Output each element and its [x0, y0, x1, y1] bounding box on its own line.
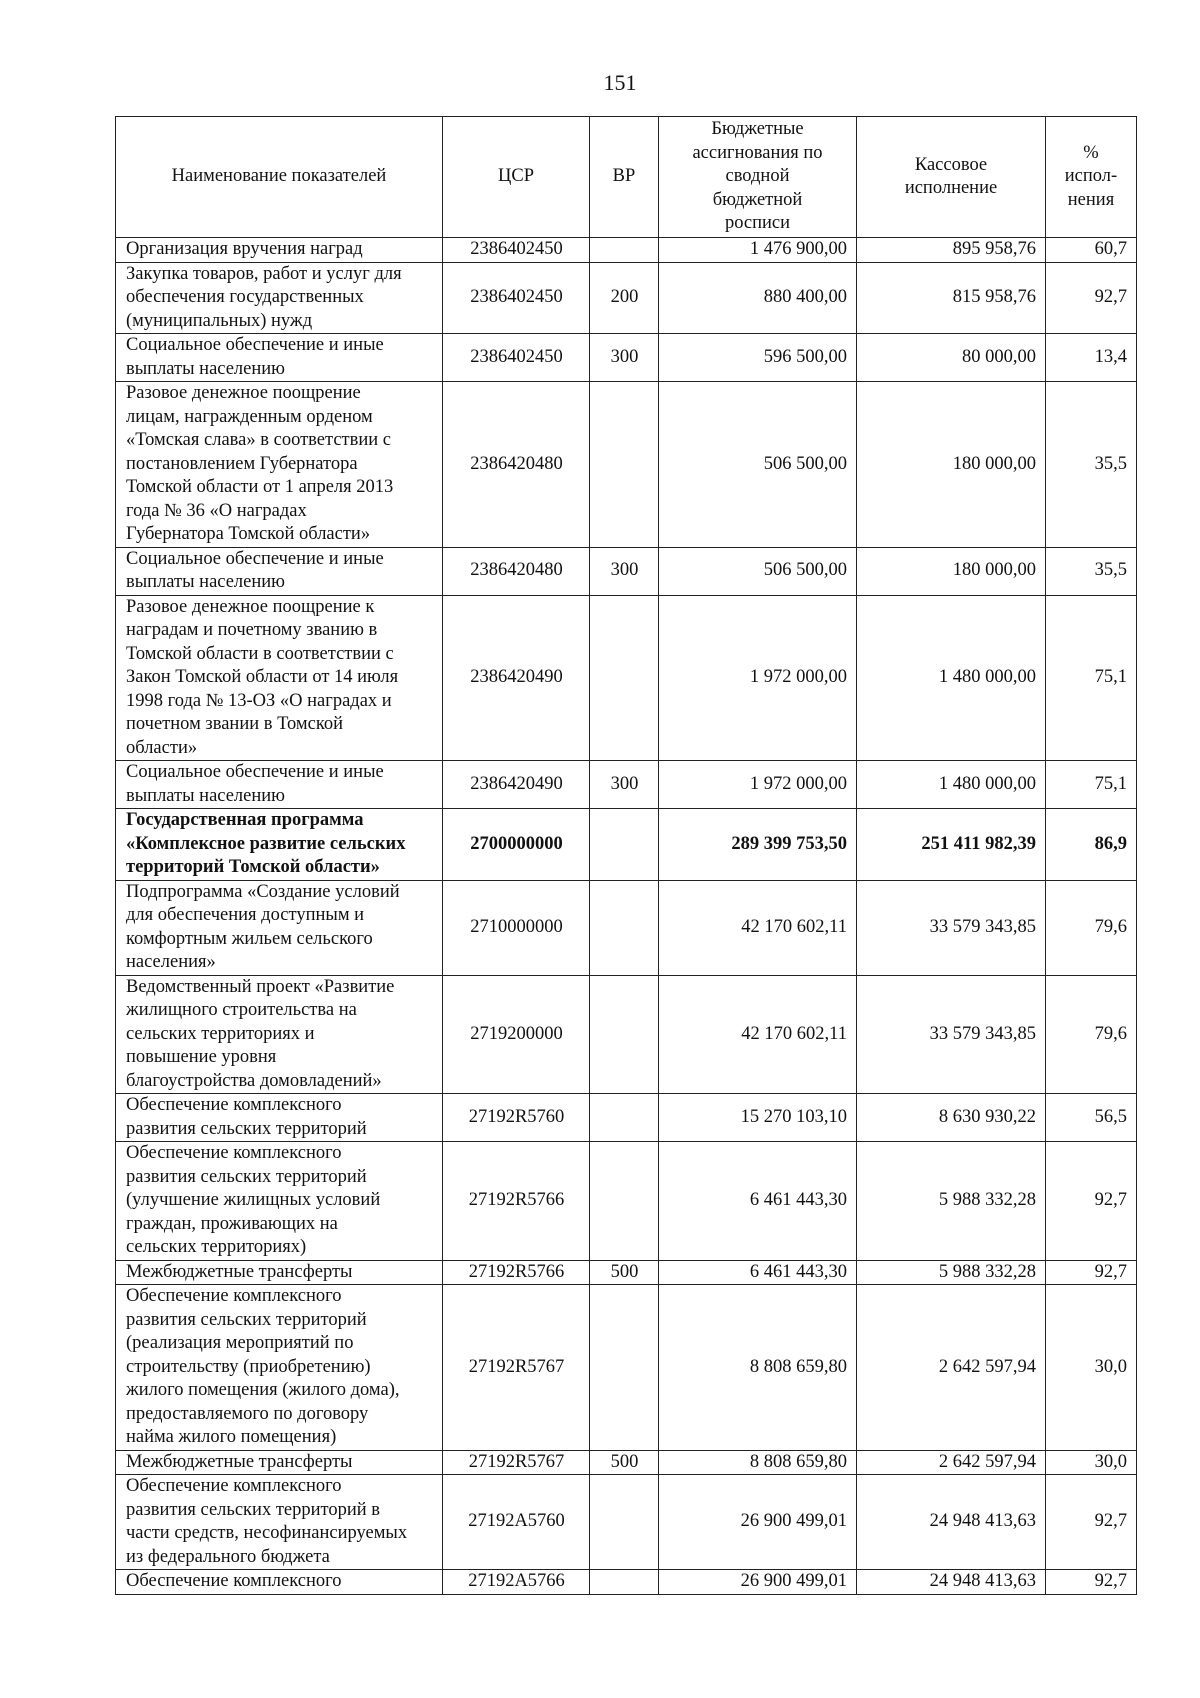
row-cash-cell: 251 411 982,39 [857, 809, 1046, 881]
row-name-line: «Комплексное развитие сельских [126, 833, 406, 854]
row-name-line: почетном звании в Томской [126, 714, 344, 734]
row-csr-cell: 27192R5766 [443, 1142, 590, 1261]
row-budget-cell: 1 972 000,00 [659, 761, 857, 809]
row-percent-cell: 35,5 [1046, 382, 1137, 548]
row-name-line: развития сельских территорий в [126, 1499, 381, 1520]
row-budget-cell: 8 808 659,80 [659, 1285, 857, 1451]
row-name-cell [116, 1260, 443, 1285]
row-budget-cell: 8 808 659,80 [659, 1450, 857, 1475]
table-row [116, 595, 1137, 761]
row-name-cell [116, 334, 443, 382]
row-percent-cell: 75,1 [1046, 595, 1137, 761]
table-row [116, 238, 1137, 263]
row-percent-cell: 35,5 [1046, 547, 1137, 595]
row-name-cell [116, 761, 443, 809]
table-row [116, 1475, 1137, 1570]
row-budget-cell: 15 270 103,10 [659, 1094, 857, 1142]
table-row [116, 547, 1137, 595]
row-csr-cell: 27192R5767 [443, 1285, 590, 1451]
table-row [116, 880, 1137, 975]
row-name-line: благоустройства домовладений» [126, 1070, 382, 1091]
budget-execution-table [115, 116, 1137, 1595]
row-name-line: «Томская слава» в соответствии с [126, 430, 391, 450]
row-cash-cell: 2 642 597,94 [857, 1285, 1046, 1451]
row-budget-cell: 6 461 443,30 [659, 1142, 857, 1261]
row-budget-cell: 42 170 602,11 [659, 880, 857, 975]
row-vr-cell [590, 595, 659, 761]
table-row [116, 1260, 1137, 1285]
row-name-line: Обеспечение комплексного [126, 1286, 342, 1306]
header-budget-line: Бюджетные [711, 119, 804, 140]
row-csr-cell: 27192A5766 [443, 1570, 590, 1595]
table-row [116, 1450, 1137, 1475]
row-name-line: строительству (приобретению) [126, 1356, 371, 1377]
row-budget-cell: 506 500,00 [659, 382, 857, 548]
row-percent-cell: 92,7 [1046, 1260, 1137, 1285]
row-csr-cell: 27192A5760 [443, 1475, 590, 1570]
row-name-line: найма жилого помещения) [126, 1427, 337, 1447]
row-cash-cell: 5 988 332,28 [857, 1260, 1046, 1285]
row-csr-cell: 2386420490 [443, 595, 590, 761]
header-percent-line: нения [1067, 189, 1115, 210]
row-percent-cell: 56,5 [1046, 1094, 1137, 1142]
row-name-cell [116, 880, 443, 975]
row-name-line: области» [126, 737, 198, 758]
row-budget-cell: 1 972 000,00 [659, 595, 857, 761]
row-csr-cell: 2719200000 [443, 975, 590, 1094]
header-cash-line: Кассовое [914, 154, 988, 175]
table-header-row [116, 117, 1137, 238]
row-name-line: Социальное обеспечение и иные [126, 548, 384, 569]
row-name-line: предоставляемого по договору [126, 1403, 369, 1424]
row-name-line: Социальное обеспечение и иные [126, 335, 384, 355]
row-csr-cell: 2710000000 [443, 880, 590, 975]
row-name-cell [116, 809, 443, 881]
header-vr-text: ВР [612, 166, 636, 187]
row-vr-cell: 300 [590, 761, 659, 809]
row-vr-cell [590, 1570, 659, 1595]
row-cash-cell: 180 000,00 [857, 382, 1046, 548]
row-name-cell [116, 1450, 443, 1475]
row-vr-cell: 500 [590, 1450, 659, 1475]
row-vr-cell [590, 1142, 659, 1261]
row-name-line: Томской области от 1 апреля 2013 [126, 477, 394, 497]
row-name-line: территорий Томской области» [126, 857, 380, 877]
row-name-line: развития сельских территорий [126, 1118, 367, 1139]
row-name-cell [116, 262, 443, 334]
row-csr-cell: 2386420490 [443, 761, 590, 809]
row-percent-cell: 30,0 [1046, 1450, 1137, 1475]
row-percent-cell: 79,6 [1046, 975, 1137, 1094]
row-name-line: Социальное обеспечение и иные [126, 762, 384, 782]
row-vr-cell [590, 880, 659, 975]
row-csr-cell: 27192R5760 [443, 1094, 590, 1142]
row-budget-cell: 26 900 499,01 [659, 1570, 857, 1595]
row-name-line: 1998 года № 13-ОЗ «О наградах и [126, 690, 392, 711]
row-percent-cell: 60,7 [1046, 238, 1137, 263]
row-budget-cell: 42 170 602,11 [659, 975, 857, 1094]
header-percent [1046, 117, 1137, 238]
row-budget-cell: 506 500,00 [659, 547, 857, 595]
row-budget-cell: 596 500,00 [659, 334, 857, 382]
row-percent-cell: 86,9 [1046, 809, 1137, 881]
row-name-line: года № 36 «О наградах [126, 500, 307, 521]
header-budget [659, 117, 857, 238]
row-budget-cell: 289 399 753,50 [659, 809, 857, 881]
row-name-cell [116, 1094, 443, 1142]
row-name-line: повышение уровня [126, 1047, 277, 1067]
row-name-cell [116, 1475, 443, 1570]
header-budget-line: ассигнования по [692, 142, 823, 163]
row-percent-cell: 75,1 [1046, 761, 1137, 809]
table-row [116, 761, 1137, 809]
row-name-line: для обеспечения доступным и [126, 905, 365, 925]
row-name-line: из федерального бюджета [126, 1546, 330, 1567]
row-name-line: развития сельских территорий [126, 1166, 367, 1187]
row-name-line: Закон Томской области от 14 июля [126, 667, 399, 687]
table-row [116, 334, 1137, 382]
row-name-line: Обеспечение комплексного [126, 1476, 342, 1496]
row-percent-cell: 92,7 [1046, 1570, 1137, 1595]
row-name-cell [116, 1285, 443, 1451]
row-cash-cell: 815 958,76 [857, 262, 1046, 334]
row-csr-cell: 2386402450 [443, 334, 590, 382]
table-row [116, 809, 1137, 881]
table-row [116, 382, 1137, 548]
row-name-line: Государственная программа [126, 810, 364, 830]
table-row [116, 1570, 1137, 1595]
row-vr-cell: 300 [590, 547, 659, 595]
row-csr-cell: 2386420480 [443, 547, 590, 595]
row-vr-cell [590, 238, 659, 263]
header-csr [443, 117, 590, 238]
row-cash-cell: 8 630 930,22 [857, 1094, 1046, 1142]
row-budget-cell: 26 900 499,01 [659, 1475, 857, 1570]
row-cash-cell: 80 000,00 [857, 334, 1046, 382]
row-vr-cell [590, 382, 659, 548]
header-name [116, 117, 443, 238]
header-budget-line: сводной [725, 166, 790, 187]
row-vr-cell [590, 1475, 659, 1570]
row-name-line: Разовое денежное поощрение [126, 383, 361, 403]
header-vr [590, 117, 659, 238]
row-cash-cell: 33 579 343,85 [857, 975, 1046, 1094]
row-name-line: развития сельских территорий [126, 1309, 367, 1330]
table-body [116, 238, 1137, 1595]
row-name-line: Разовое денежное поощрение к [126, 596, 375, 617]
row-csr-cell: 2386402450 [443, 262, 590, 334]
row-vr-cell [590, 975, 659, 1094]
row-cash-cell: 24 948 413,63 [857, 1570, 1046, 1595]
row-name-line: лицам, награжденным орденом [126, 406, 373, 427]
row-name-line: Межбюджетные трансферты [126, 1261, 353, 1282]
row-budget-cell: 6 461 443,30 [659, 1260, 857, 1285]
row-vr-cell: 200 [590, 262, 659, 334]
row-name-line: выплаты населению [126, 358, 285, 379]
row-name-line: Обеспечение комплексного [126, 1571, 342, 1591]
row-name-line: населения» [126, 952, 216, 972]
row-cash-cell: 24 948 413,63 [857, 1475, 1046, 1570]
row-budget-cell: 880 400,00 [659, 262, 857, 334]
row-csr-cell: 2700000000 [443, 809, 590, 881]
table-row [116, 1285, 1137, 1451]
row-name-line: выплаты населению [126, 572, 285, 592]
row-name-line: сельских территориях) [126, 1237, 307, 1257]
row-percent-cell: 92,7 [1046, 1475, 1137, 1570]
row-name-line: жилищного строительства на [126, 1000, 357, 1020]
row-name-line: (реализация мероприятий по [126, 1333, 354, 1353]
row-name-line: части средств, несофинансируемых [126, 1523, 408, 1543]
row-csr-cell: 27192R5767 [443, 1450, 590, 1475]
table-row [116, 975, 1137, 1094]
header-percent-line: испол- [1064, 166, 1118, 187]
row-percent-cell: 13,4 [1046, 334, 1137, 382]
row-name-cell [116, 595, 443, 761]
row-name-line: сельских территориях и [126, 1023, 315, 1044]
row-cash-cell: 180 000,00 [857, 547, 1046, 595]
header-csr-text: ЦСР [498, 166, 534, 187]
row-name-cell [116, 238, 443, 263]
row-name-cell [116, 1570, 443, 1595]
row-name-line: комфортным жильем сельского [126, 928, 373, 949]
row-name-line: Закупка товаров, работ и услуг для [126, 263, 402, 284]
row-name-line: Томской области в соответствии с [126, 643, 394, 664]
header-budget-line: бюджетной [712, 189, 803, 210]
row-csr-cell: 2386402450 [443, 238, 590, 263]
page-number: 151 [603, 70, 637, 95]
row-name-line: Организация вручения наград [126, 239, 363, 259]
row-cash-cell: 1 480 000,00 [857, 761, 1046, 809]
row-vr-cell [590, 809, 659, 881]
row-budget-cell: 1 476 900,00 [659, 238, 857, 263]
row-name-cell [116, 1142, 443, 1261]
row-name-line: постановлением Губернатора [126, 453, 358, 474]
row-percent-cell: 30,0 [1046, 1285, 1137, 1451]
row-cash-cell: 2 642 597,94 [857, 1450, 1046, 1475]
row-name-line: наградам и почетному званию в [126, 620, 378, 640]
row-vr-cell: 300 [590, 334, 659, 382]
row-name-line: Обеспечение комплексного [126, 1095, 342, 1115]
row-name-line: граждан, проживающих на [126, 1213, 338, 1234]
row-percent-cell: 92,7 [1046, 1142, 1137, 1261]
header-name-text: Наименование показателей [171, 166, 387, 187]
row-percent-cell: 79,6 [1046, 880, 1137, 975]
table-row [116, 262, 1137, 334]
header-cash-line: исполнение [904, 178, 998, 198]
row-cash-cell: 5 988 332,28 [857, 1142, 1046, 1261]
row-cash-cell: 895 958,76 [857, 238, 1046, 263]
row-name-line: выплаты населению [126, 785, 285, 806]
row-name-line: Подпрограмма «Создание условий [126, 881, 400, 902]
row-name-line: жилого помещения (жилого дома), [126, 1380, 400, 1400]
row-name-cell [116, 382, 443, 548]
row-name-cell [116, 975, 443, 1094]
row-name-line: Обеспечение комплексного [126, 1143, 342, 1163]
row-vr-cell [590, 1285, 659, 1451]
row-csr-cell: 2386420480 [443, 382, 590, 548]
header-cash [857, 117, 1046, 238]
table-row [116, 1094, 1137, 1142]
row-vr-cell [590, 1094, 659, 1142]
row-name-line: Губернатора Томской области» [126, 524, 371, 544]
row-name-line: Межбюджетные трансферты [126, 1451, 353, 1472]
header-budget-line: росписи [724, 213, 791, 234]
row-name-line: (улучшение жилищных условий [126, 1190, 381, 1210]
row-vr-cell: 500 [590, 1260, 659, 1285]
row-csr-cell: 27192R5766 [443, 1260, 590, 1285]
row-name-cell [116, 547, 443, 595]
row-percent-cell: 92,7 [1046, 262, 1137, 334]
row-name-line: (муниципальных) нужд [126, 310, 313, 331]
row-cash-cell: 1 480 000,00 [857, 595, 1046, 761]
row-name-line: Ведомственный проект «Развитие [126, 976, 395, 997]
header-percent-line: % [1083, 142, 1099, 163]
row-cash-cell: 33 579 343,85 [857, 880, 1046, 975]
row-name-line: обеспечения государственных [126, 287, 364, 307]
table-row [116, 1142, 1137, 1261]
